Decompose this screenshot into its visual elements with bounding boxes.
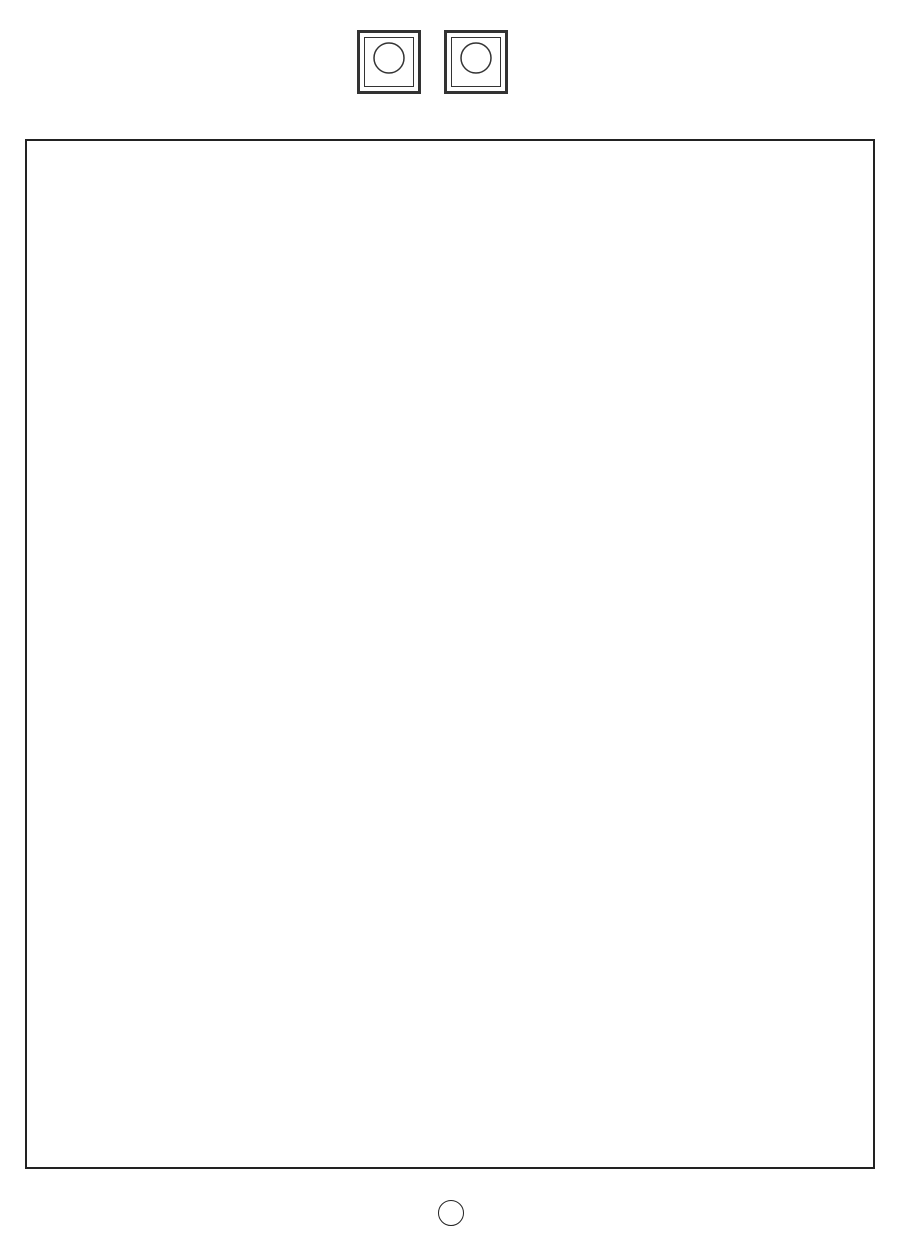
cert-circle-icon	[447, 33, 505, 91]
cert-circle-icon	[360, 33, 418, 91]
cert-logo-r	[357, 30, 421, 94]
profile-grid	[25, 139, 875, 1169]
page-number	[438, 1200, 464, 1226]
cert-logo-q	[444, 30, 508, 94]
